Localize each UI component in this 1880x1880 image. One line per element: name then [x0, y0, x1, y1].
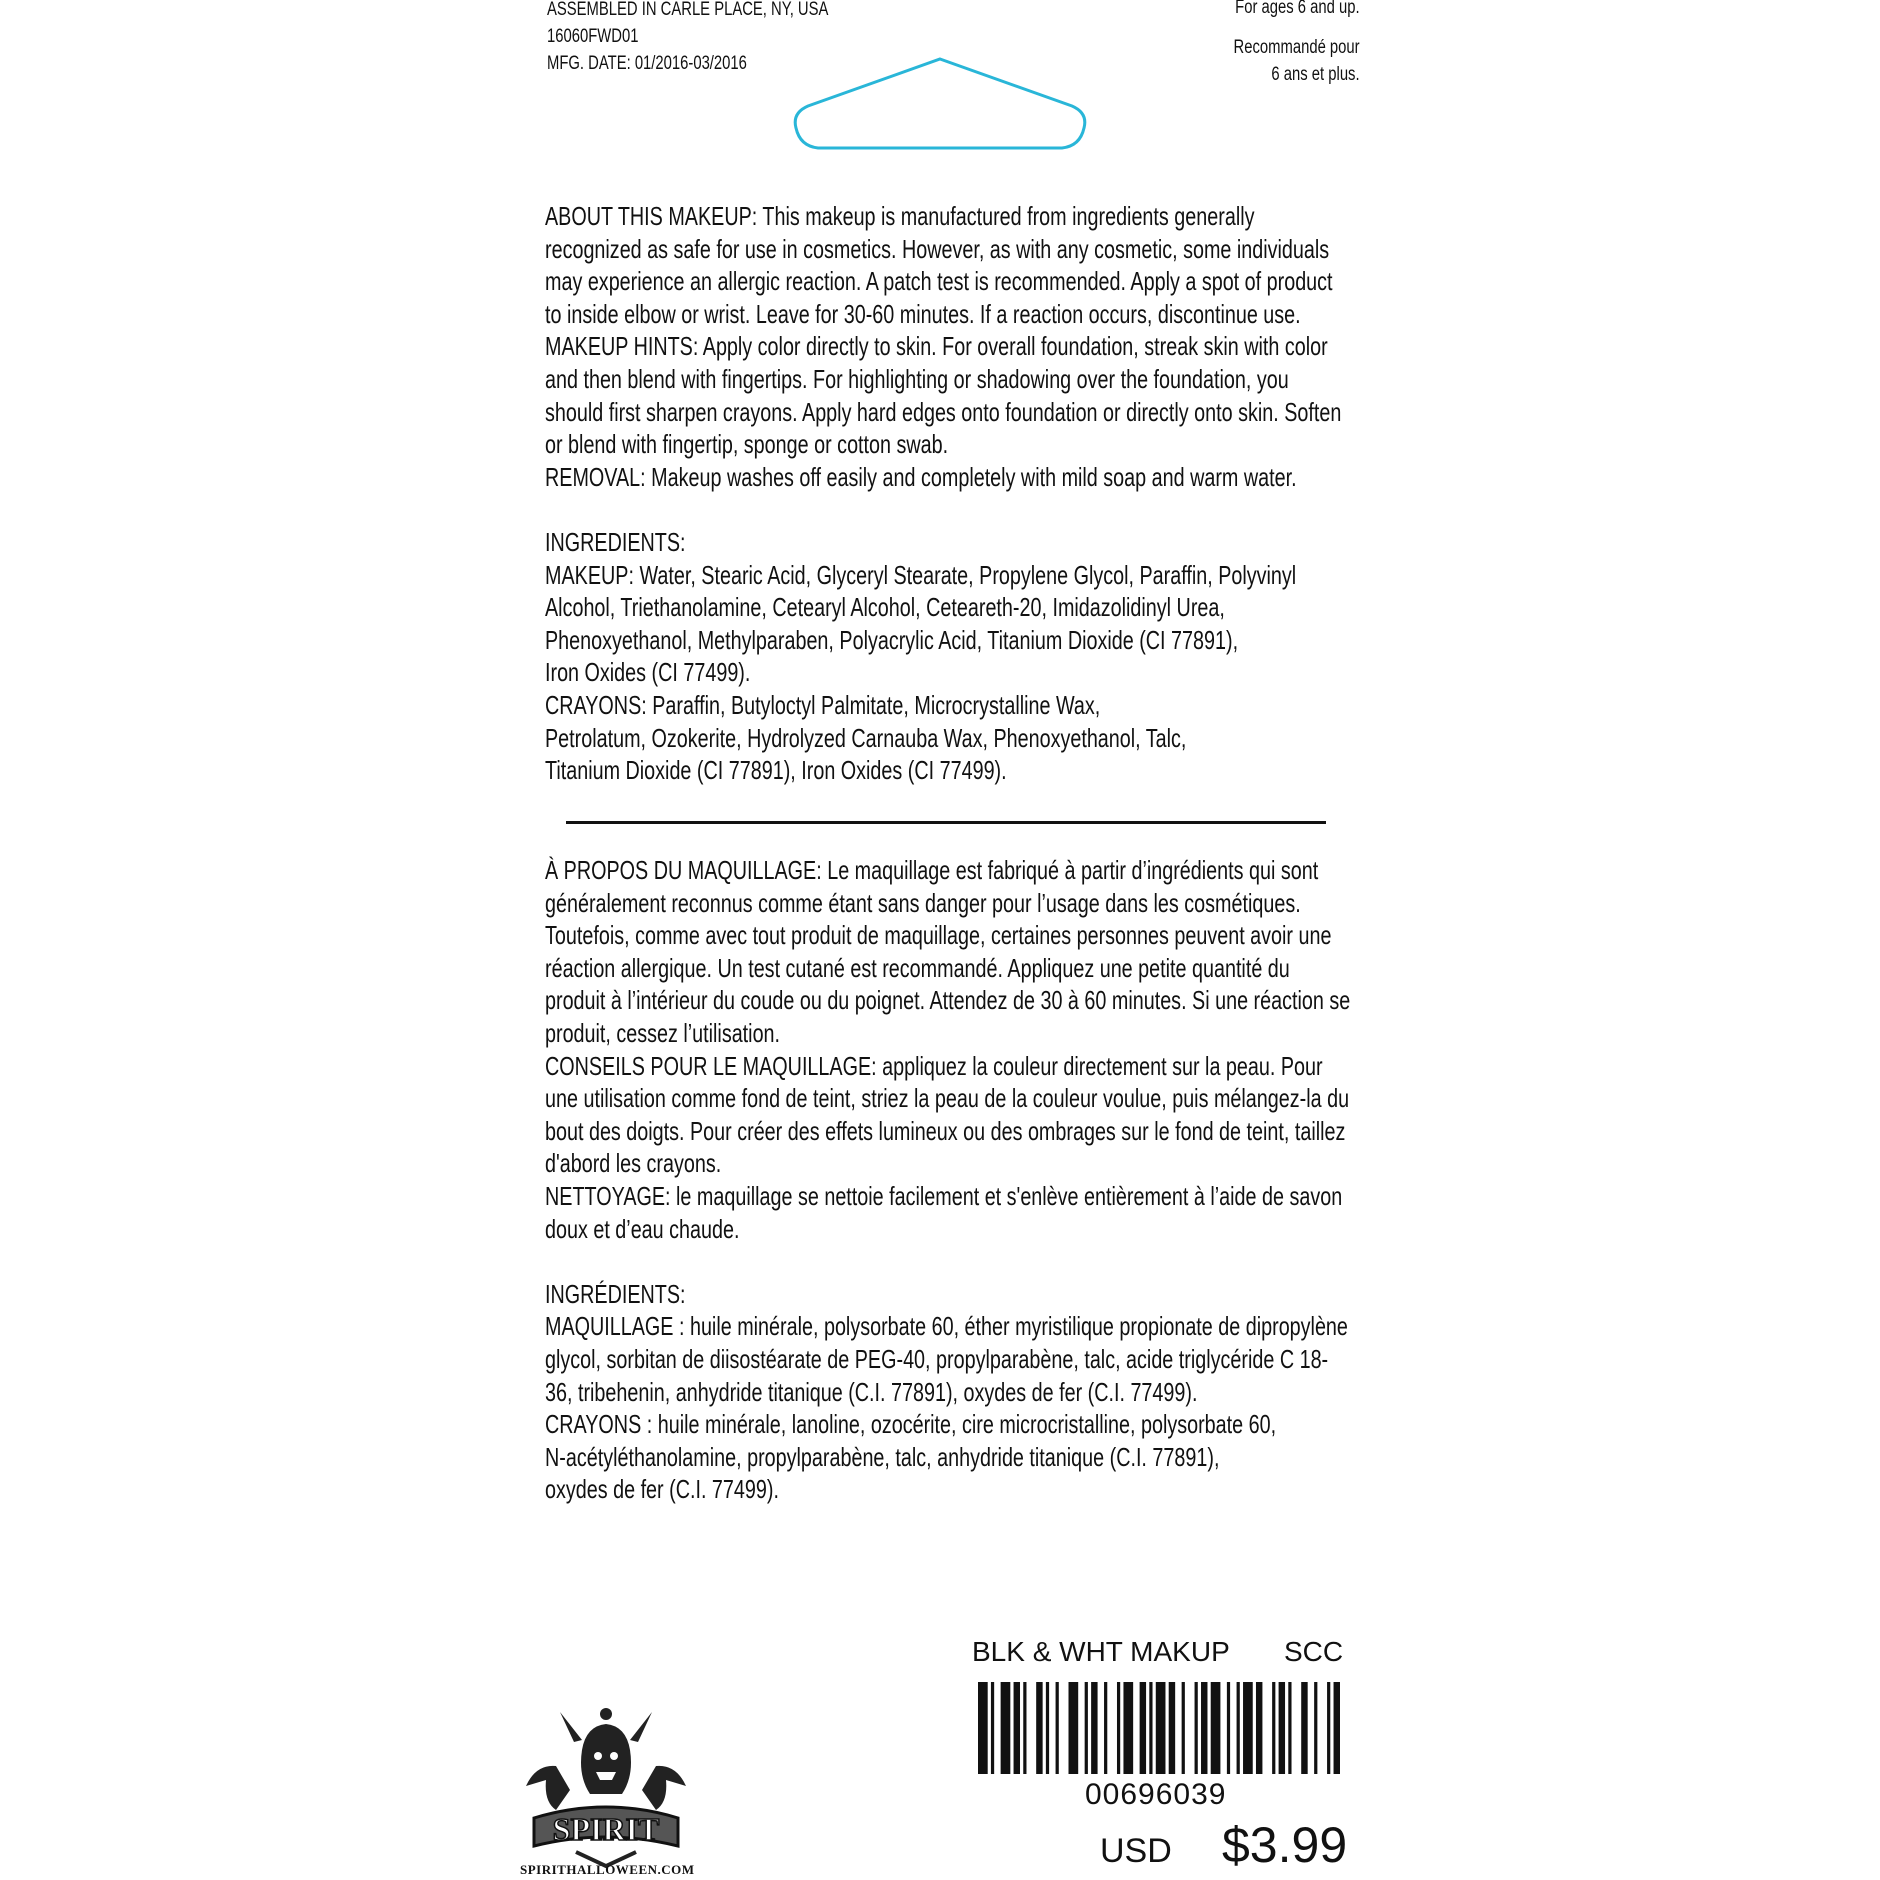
fr-removal-text: le maquillage se nettoie facilement et s'enlève entièrement à l’aide de savon doux et d’eau chaude.	[545, 1180, 1343, 1244]
barcode-bar-22	[1227, 1682, 1230, 1774]
fr-about-paragraph	[545, 854, 1351, 1050]
barcode-bar-15	[1149, 1682, 1152, 1774]
makeup-text: Water, Stearic Acid, Glyceryl Stearate, Propylene Glycol, Paraffin, Polyvinyl Alcohol, Triethanolamine, Cetearyl Alcohol, Ceteareth-20, Imidazolidinyl Urea, Phenoxyethanol, Methylparaben, Polyacrylic Acid, Titanium Dioxide (CI 77891),	[545, 559, 1297, 655]
barcode-bar-3	[1014, 1682, 1020, 1774]
assembled-line: ASSEMBLED IN CARLE PLACE, NY, USA	[547, 0, 829, 20]
fr-crayons-ingredients-2: N-acétyléthanolamine, propylparabène, talc, anhydride titanique (C.I. 77891),	[545, 1441, 1220, 1472]
barcode-bar-0	[978, 1682, 988, 1774]
barcode-number: 00696039	[1085, 1778, 1227, 1811]
barcode-bar-5	[1036, 1682, 1042, 1774]
barcode-bar-16	[1156, 1682, 1166, 1774]
manufacturing-info	[547, 0, 828, 77]
barcode-bar-1	[991, 1682, 994, 1774]
crayons-ingredients-2: Petrolatum, Ozokerite, Hydrolyzed Carnauba Wax, Phenoxyethanol, Talc,	[545, 722, 1187, 753]
ages-french-1: Recommandé pour	[1233, 37, 1360, 58]
price-tag-title: BLK & WHT MAKUP	[972, 1636, 1230, 1667]
removal-label: REMOVAL:	[545, 461, 646, 492]
fr-removal-paragraph	[545, 1180, 1351, 1245]
barcode-bar-9	[1085, 1682, 1088, 1774]
barcode-bar-4	[1023, 1682, 1026, 1774]
age-recommendation	[1234, 0, 1360, 88]
about-text: This makeup is manufactured from ingredients generally recognized as safe for use in cosmetics. However, as with any cosmetic, some individuals may experience an allergic reaction. A patch test is recommended. Apply a spot of product to inside elbow or wrist. Leave for 30-60 minutes. If a reaction occurs, discontinue use.	[545, 201, 1333, 329]
fr-hints-paragraph	[545, 1050, 1351, 1180]
barcode	[978, 1682, 1340, 1774]
removal-text: Makeup washes off easily and completely with mild soap and warm water.	[651, 461, 1297, 492]
barcode-bar-21	[1211, 1682, 1221, 1774]
product-code: 16060FWD01	[547, 26, 639, 47]
logo-word: SPIRIT	[552, 1811, 660, 1847]
ingredients-heading: INGREDIENTS:	[545, 526, 686, 557]
english-instructions	[545, 200, 1351, 787]
spirit-logo	[516, 1706, 696, 1872]
fr-hints-text: appliquez la couleur directement sur la peau. Pour une utilisation comme fond de teint, striez la peau de la couleur voulue, puis mélangez-la du bout des doigts. Pour créer des effets lumineux ou des ombrages sur le fond de teint, taillez d'abord les crayons.	[545, 1050, 1350, 1179]
crayons-ingredients-3: Titanium Dioxide (CI 77891), Iron Oxides (CI 77499).	[545, 755, 1007, 786]
barcode-bar-25	[1256, 1682, 1262, 1774]
fr-crayons-ingredients-3: oxydes de fer (C.I. 77499).	[545, 1474, 779, 1505]
fr-crayons-text: huile minérale, lanoline, ozocérite, cire microcristalline, polysorbate 60,	[657, 1409, 1277, 1440]
about-paragraph	[545, 200, 1351, 330]
about-label: ABOUT THIS MAKEUP:	[545, 201, 758, 231]
price-value: $3.99	[1222, 1817, 1348, 1873]
fr-ingredients-heading: INGRÉDIENTS:	[545, 1278, 686, 1309]
ages-french-2: 6 ans et plus.	[1271, 64, 1360, 85]
fr-crayons-label: CRAYONS :	[545, 1409, 653, 1440]
barcode-bar-7	[1056, 1682, 1059, 1774]
fr-makeup-text: huile minérale, polysorbate 60, éther myristilique propionate de dipropylène glycol, sorbitan de diisostéarate de PEG-40, propylparabène, talc, acide triglycéride C 18-36, tribehenin, anhydride titanique (C.I. 77891), oxydes de fer (C.I. 77499).	[545, 1311, 1348, 1407]
mfg-date: MFG. DATE: 01/2016-03/2016	[547, 53, 747, 74]
barcode-bar-17	[1169, 1682, 1175, 1774]
fr-hints-label: CONSEILS POUR LE MAQUILLAGE:	[545, 1050, 877, 1081]
barcode-bar-2	[1001, 1682, 1011, 1774]
barcode-bar-8	[1069, 1682, 1079, 1774]
makeup-label: MAKEUP:	[545, 559, 634, 590]
barcode-bar-10	[1091, 1682, 1097, 1774]
hints-text: Apply color directly to skin. For overall foundation, streak skin with color and then blend with fingertips. For highlighting or shadowing over the foundation, you should first sharpen crayons. Apply hard edges onto foundation or directly onto skin. Soften or blend with fingertip, sponge or cotton swab.	[545, 331, 1342, 460]
fr-makeup-ingredients	[545, 1310, 1351, 1408]
barcode-bar-31	[1327, 1682, 1330, 1774]
fr-about-text: Le maquillage est fabriqué à partir d’ingrédients qui sont généralement reconnus comme étant sans danger pour l’usage dans les cosmétiques. Toutefois, comme avec tout produit de maquillage, certaines personnes peuvent avoir une réaction allergique. Un test cutané est recommandé. Appliquez une petite quantité du produit à l’intérieur du coude ou du poignet. Attendez de 30 à 60 minutes. Si une réaction se produit, cessez l’utilisation.	[545, 855, 1351, 1048]
barcode-bar-28	[1288, 1682, 1291, 1774]
barcode-bar-11	[1104, 1682, 1107, 1774]
barcode-bar-14	[1140, 1682, 1146, 1774]
fr-about-label: À PROPOS DU MAQUILLAGE:	[545, 855, 822, 885]
fr-makeup-label: MAQUILLAGE :	[545, 1311, 685, 1342]
makeup-ingredients	[545, 559, 1351, 657]
price-tag-code: SCC	[1284, 1636, 1344, 1667]
section-divider	[566, 821, 1326, 824]
barcode-bar-12	[1117, 1682, 1120, 1774]
french-instructions	[545, 854, 1351, 1506]
barcode-bar-6	[1046, 1682, 1049, 1774]
hints-label: MAKEUP HINTS:	[545, 331, 699, 362]
barcode-bar-24	[1243, 1682, 1253, 1774]
fr-crayons-ingredients	[545, 1408, 1351, 1441]
hints-paragraph	[545, 330, 1351, 460]
barcode-bar-29	[1301, 1682, 1307, 1774]
hang-hole-outline	[790, 56, 1090, 152]
fr-removal-label: NETTOYAGE:	[545, 1180, 671, 1211]
barcode-bar-20	[1201, 1682, 1207, 1774]
barcode-bar-19	[1195, 1682, 1198, 1774]
ages-english: For ages 6 and up.	[1235, 0, 1360, 18]
barcode-bar-23	[1237, 1682, 1240, 1774]
crayons-text: Paraffin, Butyloctyl Palmitate, Microcrystalline Wax,	[652, 689, 1101, 720]
barcode-bar-27	[1279, 1682, 1285, 1774]
barcode-bar-30	[1314, 1682, 1317, 1774]
barcode-bar-18	[1182, 1682, 1185, 1774]
currency-label: USD	[1100, 1832, 1172, 1870]
barcode-bar-13	[1123, 1682, 1133, 1774]
removal-paragraph	[545, 461, 1351, 494]
crayons-label: CRAYONS:	[545, 689, 647, 720]
logo-url: SPIRITHALLOWEEN.COM	[520, 1862, 695, 1877]
barcode-bar-26	[1272, 1682, 1275, 1774]
crayons-ingredients	[545, 689, 1351, 722]
barcode-bar-32	[1334, 1682, 1340, 1774]
makeup-ingredients-2: Iron Oxides (CI 77499).	[545, 657, 751, 688]
